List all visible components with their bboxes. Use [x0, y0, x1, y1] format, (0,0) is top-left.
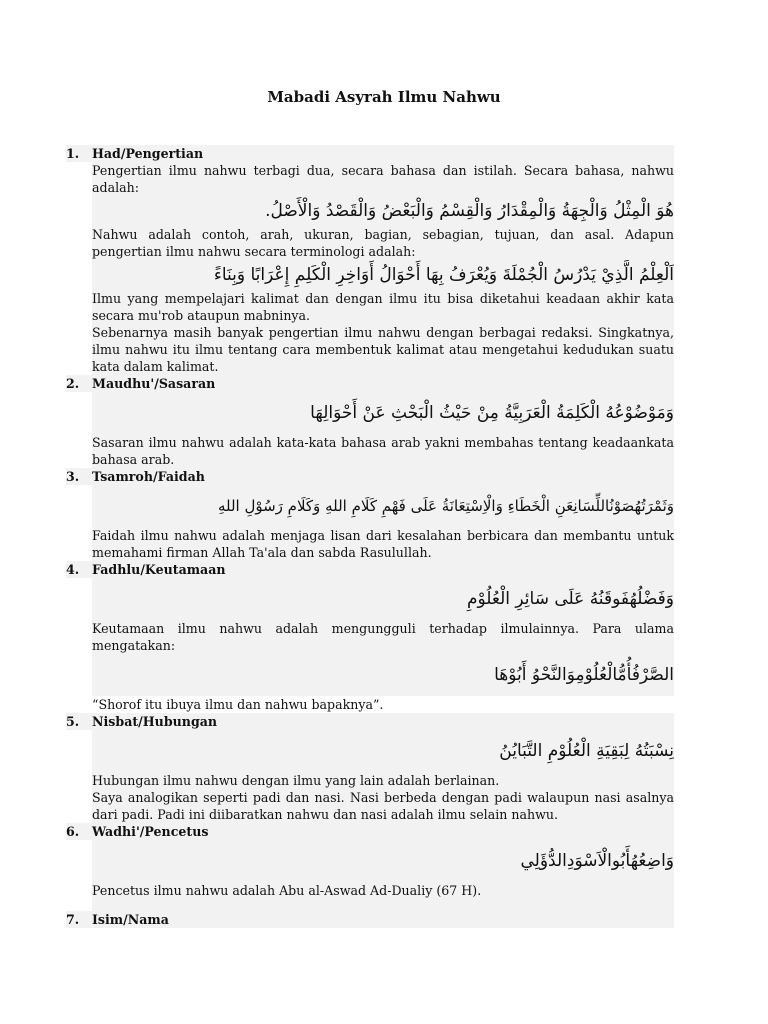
- paragraph: Sebenarnya masih banyak pengertian ilmu nahwu dengan berbagai redaksi. Singkatnya, ilmu nahwu itu ilmu tentang cara membentuk kalimat atau mengetahui kedudukan suatu kata dalam kalimat.: [92, 325, 674, 374]
- section-isim: [66, 911, 674, 928]
- section-title: Nisbat/Hubungan: [92, 714, 218, 729]
- section-tsamroh: [66, 468, 674, 561]
- section-number: 5.: [66, 714, 80, 729]
- paragraph: Sasaran ilmu nahwu adalah kata-kata bahasa arab yakni membahas tentang keadaankata bahasa arab.: [92, 435, 674, 467]
- paragraph: Ilmu yang mempelajari kalimat dan dengan ilmu itu bisa diketahui keadaan akhir kata secara mu'rob ataupun mabninya.: [92, 291, 674, 323]
- paragraph: Saya analogikan seperti padi dan nasi. Nasi berbeda dengan padi walaupun nasi asalnya dari padi. Padi ini diibaratkan nahwu dan nasi adalah ilmu selain nahwu.: [92, 790, 674, 822]
- arabic-text: الصَّرْفُأُمُّالْعُلُوْمِوَالنَّحْوُ أَبُوْهَا: [92, 654, 674, 696]
- section-wadhi: [66, 823, 674, 911]
- section-heading: [66, 713, 674, 730]
- section-fadhlu: [66, 561, 674, 713]
- section-title: Maudhu'/Sasaran: [92, 376, 216, 391]
- paragraph: Hubungan ilmu nahwu dengan ilmu yang lain adalah berlainan.: [92, 772, 674, 789]
- arabic-text: وَمَوْضُوْعُهُ الْكَلِمَةُ الْعَرَبِيَّةُ مِنْ حَيْثُ الْبَحْثِ عَنْ أَحْوَالِهَا: [92, 392, 674, 434]
- section-heading: [66, 145, 674, 162]
- section-title: Wadhi'/Pencetus: [92, 824, 209, 839]
- document-content: [66, 145, 674, 928]
- arabic-text: اَلْعِلْمُ الَّذِيْ يَدْرُسُ الْجُمْلَةَ وَيُعْرَفُ بِهَا أَحْوَالُ أَوَاخِرِ الْكَلِمِ إِعْرَابًا وَبِنَاءً: [92, 260, 674, 290]
- section-had: [66, 145, 674, 375]
- paragraph: Nahwu adalah contoh, arah, ukuran, bagian, sebagian, tujuan, dan asal. Adapun pengertian ilmu nahwu secara terminologi adalah:: [92, 227, 674, 259]
- document-title: Mabadi Asyrah Ilmu Nahwu: [267, 88, 501, 106]
- section-maudhu: [66, 375, 674, 468]
- section-number: 4.: [66, 562, 80, 577]
- arabic-text: وَثَمْرَتُهُصَوْنُاللِّسَانِعَنِ الْخَطَاءِ وَالْاِسْتِعَانَةُ عَلَى فَهْمِ كَلَامِ اللهِ وَكَلَامِ رَسُوْلِ اللهِ: [92, 485, 674, 527]
- section-title: Had/Pengertian: [92, 146, 204, 161]
- arabic-text: وَاضِعُهُأَبُوالْاَسْوَدِالدُّؤَلِي: [92, 840, 674, 882]
- paragraph: Pencetus ilmu nahwu adalah Abu al-Aswad Ad-Dualiy (67 H).: [92, 882, 674, 899]
- section-number: 7.: [66, 912, 80, 927]
- arabic-text: وَفَضْلُهُفَوقَنُهُ عَلَى سَائِرِ الْعُلُوْمِ: [92, 578, 674, 620]
- section-nisbat: [66, 713, 674, 823]
- section-title: Isim/Nama: [92, 912, 169, 927]
- arabic-text: نِسْبَتُهُ لِبَقِيَةِ الْعُلُوْمِ التَّبَايُنُ: [92, 730, 674, 772]
- section-title: Tsamroh/Faidah: [92, 469, 205, 484]
- paragraph: Faidah ilmu nahwu adalah menjaga lisan dari kesalahan berbicara dan membantu untuk memahami firman Allah Ta'ala dan sabda Rasulullah.: [92, 528, 674, 560]
- arabic-text: هُوَ الْمِثْلُ وَالْجِهَةُ وَالْمِقْدَارُ وَالْقِسْمُ وَالْبَعْضُ وَالْقَصْدُ وَالْأَصْلُ.: [92, 196, 674, 226]
- section-number: 2.: [66, 376, 80, 391]
- section-heading: [66, 561, 674, 578]
- section-number: 6.: [66, 824, 80, 839]
- quote: “Shorof itu ibuya ilmu dan nahwu bapaknya”.: [92, 696, 674, 713]
- section-heading: [66, 375, 674, 392]
- spacer: [92, 899, 674, 911]
- paragraph: Pengertian ilmu nahwu terbagi dua, secara bahasa dan istilah. Secara bahasa, nahwu adalah:: [92, 163, 674, 195]
- section-heading: [66, 911, 674, 928]
- section-heading: [66, 468, 674, 485]
- section-title: Fadhlu/Keutamaan: [92, 562, 226, 577]
- section-heading: [66, 823, 674, 840]
- section-number: 3.: [66, 469, 80, 484]
- section-number: 1.: [66, 146, 80, 161]
- paragraph: Keutamaan ilmu nahwu adalah mengungguli terhadap ilmulainnya. Para ulama mengatakan:: [92, 621, 674, 653]
